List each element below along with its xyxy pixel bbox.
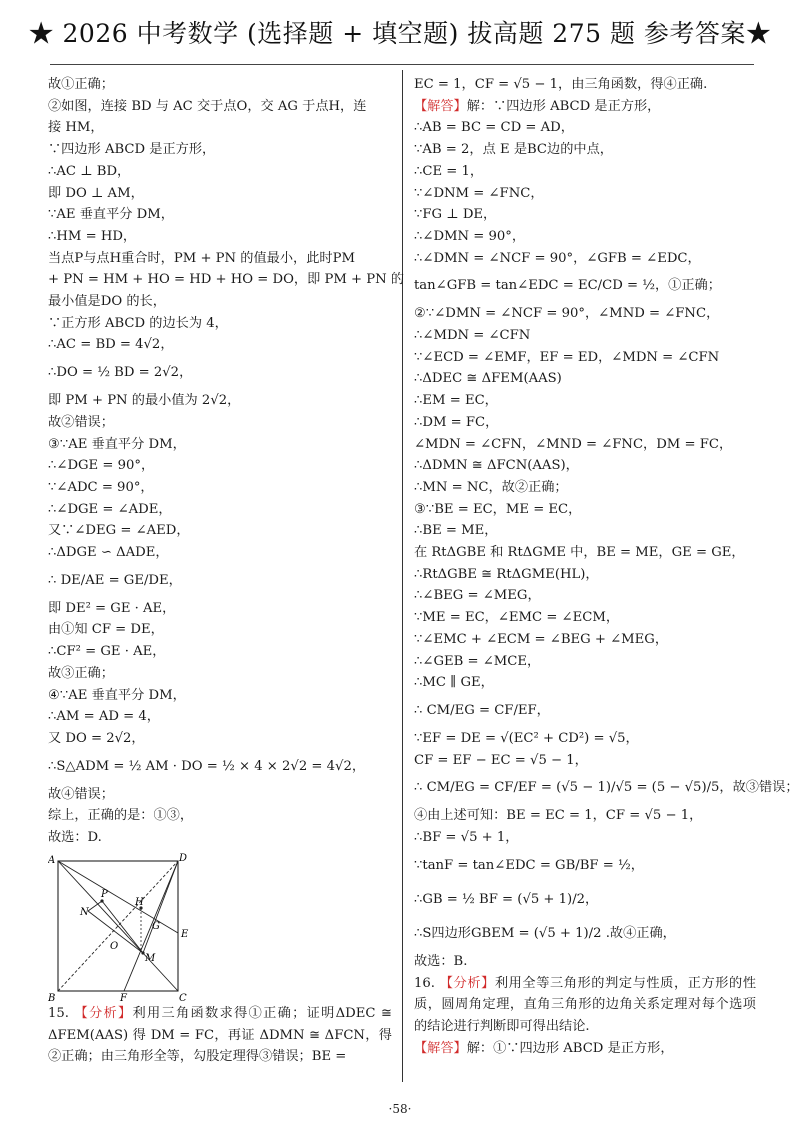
label-m: M — [145, 952, 156, 964]
column-divider — [402, 70, 403, 1082]
right-column — [414, 74, 799, 1059]
solution-line: ∴MN = NC，故②正确； — [414, 479, 568, 495]
solution-line: ∵AE 垂直平分 DM， — [48, 207, 174, 223]
solution-line: ∴BF = √5 + 1， — [414, 830, 519, 846]
question-number: 15. — [48, 1005, 69, 1021]
left-column — [48, 74, 405, 1068]
solution-line: ④由上述可知：BE = EC = 1，CF = √5 − 1， — [414, 808, 703, 824]
analysis-tag: 【分析】 — [74, 1005, 133, 1021]
solution-line: ∴AC = BD = 4√2， — [48, 337, 174, 353]
solution-line: 故①正确； — [48, 77, 114, 92]
solution-line: 由①知 CF = DE， — [48, 622, 164, 638]
label-p: P — [101, 888, 108, 900]
segment-ae — [58, 861, 178, 933]
answer-tag: 【解答】 — [414, 1040, 467, 1056]
solution-line: ∴∠GEB = ∠MCE， — [414, 653, 541, 669]
solution-line: EC = 1，CF = √5 − 1，由三角函数，得④正确. — [414, 77, 708, 92]
solution-line: ∴ΔDEC ≅ ΔFEM(AAS) — [414, 371, 562, 387]
label-c: C — [179, 992, 187, 1003]
solution-line: ④∵AE 垂直平分 DM， — [48, 687, 186, 703]
solution-line: 即 DO ⊥ AM， — [48, 185, 144, 201]
header-rule — [50, 64, 754, 65]
label-n: N — [80, 906, 89, 918]
solution-line: ∴ΔDGE ∽ ΔADE， — [48, 545, 169, 561]
solution-line: + PN = HM + HO = HD + HO = DO，即 PM + PN 的 — [48, 272, 405, 288]
solution-line: ∴MC ∥ GE， — [414, 675, 494, 691]
question-15-analysis — [48, 1003, 392, 1068]
label-o: O — [110, 940, 119, 952]
solution-line: ∴CF² = GE · AE， — [48, 644, 166, 660]
solution-line: 在 RtΔGBE 和 RtΔGME 中，BE = ME，GE = GE， — [414, 545, 745, 561]
geometry-figure — [48, 853, 198, 1003]
solution-line: 即 DE² = GE · AE， — [48, 600, 176, 616]
solution-line: ∴CE = 1， — [414, 163, 484, 179]
solution-line: ∵∠EMC + ∠ECM = ∠BEG + ∠MEG， — [414, 631, 669, 647]
solution-line: 最小值是DO 的长， — [48, 294, 166, 310]
solution-line: ∵∠DNM = ∠FNC， — [414, 185, 544, 201]
solution-line: ∴HM = HD， — [48, 228, 137, 244]
solution-line: ∴AB = BC = CD = AD， — [414, 120, 574, 136]
solution-line: 故③正确； — [48, 665, 114, 681]
solution-line: ∴ CM/EG = CF/EF = (√5 − 1)/√5 = (5 − √5)/5，故③错误； — [414, 780, 799, 796]
solution-line: ∴ CM/EG = CF/EF， — [414, 702, 550, 718]
solution-line: ∠MDN = ∠CFN，∠MND = ∠FNC，DM = FC， — [414, 436, 733, 452]
solution-line: ②∵∠DMN = ∠NCF = 90°，∠MND = ∠FNC， — [414, 306, 720, 322]
analysis-text: 利用全等三角形的判定与性质，正方形的性质，圆周角定理，直角三角形的边角关系定理对每个选项的结论进行判断即可得出结论. — [414, 975, 757, 1034]
solution-line: ∵FG ⊥ DE， — [414, 207, 497, 223]
solution-line: CF = EF − EC = √5 − 1， — [414, 752, 588, 768]
page-number: ·58· — [388, 1102, 412, 1116]
label-g: G — [152, 920, 160, 932]
solution-line: ∵∠ECD = ∠EMF，EF = ED，∠MDN = ∠CFN — [414, 349, 720, 365]
answer-tag: 【解答】 — [414, 98, 467, 114]
question-16-analysis — [414, 973, 756, 1038]
solution-line: ∴DM = FC， — [414, 414, 499, 430]
label-a: A — [48, 854, 56, 866]
label-f: F — [120, 992, 127, 1003]
solution-line: ③∵BE = EC，ME = EC， — [414, 501, 582, 517]
solution-line: ∵正方形 ABCD 的边长为 4， — [48, 315, 228, 331]
solution-line: ∴RtΔGBE ≅ RtΔGME(HL)， — [414, 566, 599, 582]
solution-line: ∴∠DGE = 90°， — [48, 458, 155, 474]
segment-df — [124, 861, 178, 991]
answer-text: 解：①∵四边形 ABCD 是正方形， — [466, 1040, 674, 1056]
solution-line: 即 PM + PN 的最小值为 2√2， — [48, 393, 241, 409]
solution-line: 故选：D. — [48, 830, 102, 846]
analysis-text: 利用三角函数求得①正确；证明ΔDEC ≅ ΔFEM(AAS) 得 DM = FC，再证 ΔDMN ≅ ΔFCN，得②正确；由三角形全等，勾股定理得③错误；BE = — [48, 1005, 392, 1065]
solution-line: ③∵AE 垂直平分 DM， — [48, 436, 186, 452]
solution-line: ∵AB = 2，点 E 是BC边的中点， — [414, 142, 613, 158]
solution-line: ∴BE = ME， — [414, 523, 498, 539]
solution-line: 接 HM， — [48, 120, 104, 136]
solution-line: ∴GB = ½ BF = (√5 + 1)/2， — [414, 891, 599, 907]
question-number: 16. — [414, 975, 435, 991]
solution-line: ∴DO = ½ BD = 2√2， — [48, 365, 193, 381]
label-e: E — [181, 928, 189, 940]
solution-line: ∴AC ⊥ BD， — [48, 163, 131, 179]
solution-line: ∴EM = EC， — [414, 393, 498, 409]
solution-line: ∴AM = AD = 4， — [48, 709, 160, 725]
solution-line: 综上，正确的是：①③， — [48, 808, 194, 824]
solution-line: ②如图，连接 BD 与 AC 交于点O，交 AG 于点H，连 — [48, 98, 367, 114]
solution-line: ∴∠MDN = ∠CFN — [414, 328, 531, 344]
solution-line: 故②错误； — [48, 414, 114, 430]
solution-line: ∴∠DGE = ∠ADE， — [48, 501, 172, 517]
analysis-tag: 【分析】 — [439, 975, 495, 991]
solution-line: ∵ME = EC，∠EMC = ∠ECM， — [414, 610, 620, 626]
solution-line: 故选：B. — [414, 953, 468, 969]
solution-line: tan∠GFB = tan∠EDC = EC/CD = ½，①正确； — [414, 278, 721, 294]
solution-line: ∴S四边形GBEM = (√5 + 1)/2 .故④正确， — [414, 925, 676, 941]
solution-line-answer-start — [414, 96, 756, 118]
solution-line: 又∵∠DEG = ∠AED， — [48, 523, 190, 539]
question-16-answer — [414, 1038, 756, 1060]
solution-line: ∴∠BEG = ∠MEG， — [414, 588, 541, 604]
solution-line: ∴∠DMN = 90°， — [414, 228, 526, 244]
label-b: B — [48, 992, 56, 1003]
solution-line: ∴ DE/AE = GE/DE， — [48, 572, 182, 588]
solution-line: ∴∠DMN = ∠NCF = 90°，∠GFB = ∠EDC， — [414, 250, 701, 266]
solution-line: ∴S△ADM = ½ AM · DO = ½ × 4 × 2√2 = 4√2， — [48, 758, 366, 774]
solution-line: 当点P与点H重合时，PM + PN 的值最小，此时PM — [48, 250, 355, 266]
label-h: H — [135, 896, 144, 908]
solution-line: ∵EF = DE = √(EC² + CD²) = √5， — [414, 730, 639, 746]
solution-line: ∵四边形 ABCD 是正方形， — [48, 142, 216, 158]
solution-line: ∵tanF = tan∠EDC = GB/BF = ½， — [414, 857, 644, 873]
solution-line: ∴ΔDMN ≅ ΔFCN(AAS)， — [414, 458, 579, 474]
label-d: D — [179, 852, 188, 864]
solution-line: ∵∠ADC = 90°， — [48, 479, 154, 495]
page-header-title: ★ 2026 中考数学 (选择题 + 填空题) 拔高题 275 题 参考答案★ — [28, 19, 772, 48]
solution-line: 又 DO = 2√2， — [48, 730, 145, 746]
solution-line: 故④错误； — [48, 786, 114, 802]
answer-text: 解：∵四边形 ABCD 是正方形， — [466, 98, 661, 114]
